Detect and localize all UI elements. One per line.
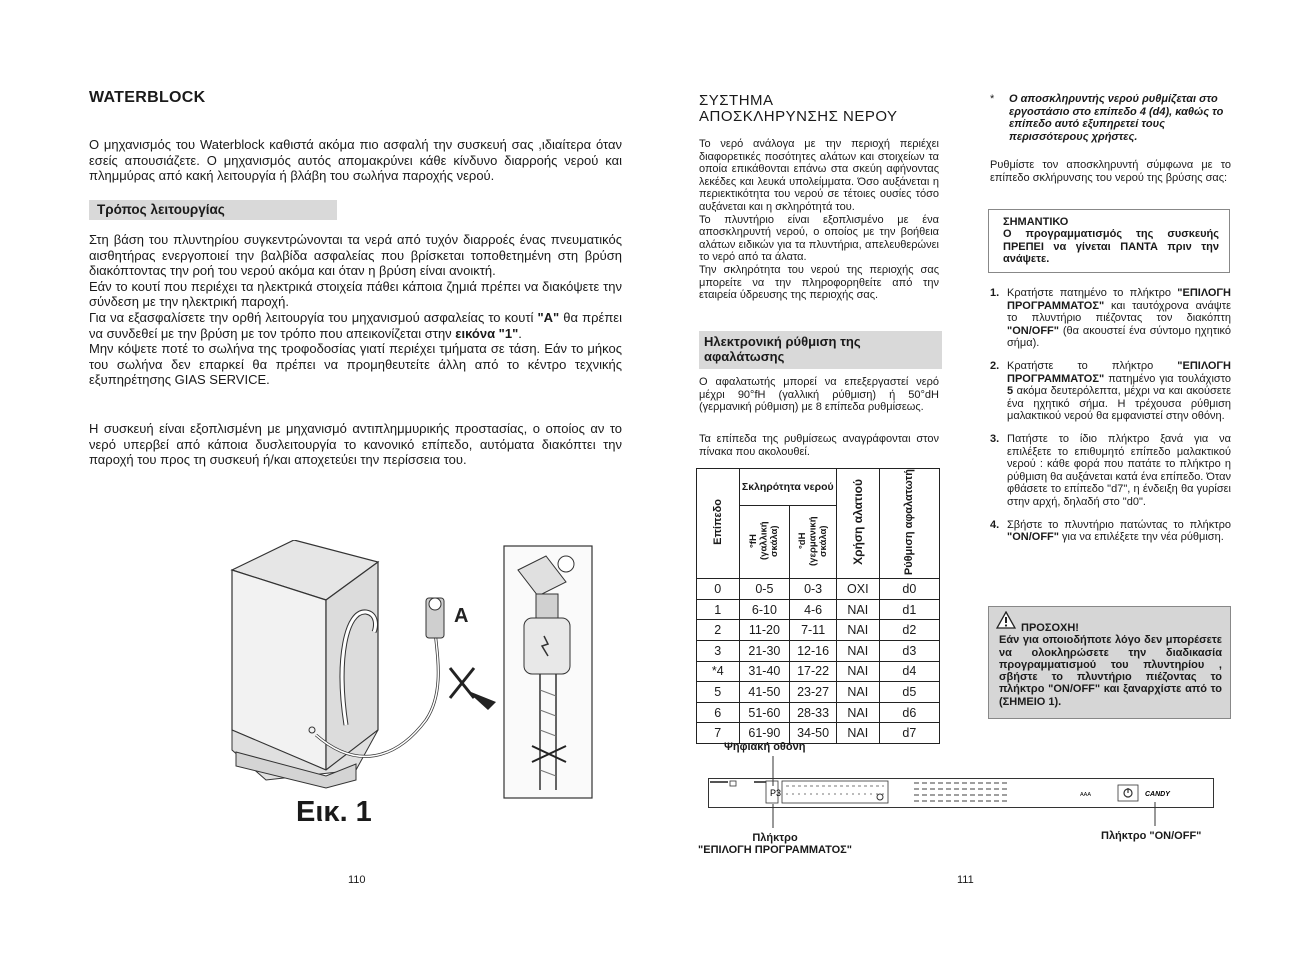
step-3 xyxy=(990,433,1231,509)
cell-level: *4 xyxy=(697,661,740,682)
cell-dh: 4-6 xyxy=(790,599,837,620)
cell-setting: d5 xyxy=(879,682,939,703)
cell-fh: 61-90 xyxy=(739,723,790,744)
waterblock-title: WATERBLOCK xyxy=(89,89,206,106)
step-number: 2. xyxy=(990,359,1000,372)
header-hardness-text: Σκληρότητα νερού xyxy=(741,480,834,493)
step-number: 3. xyxy=(990,432,1000,445)
table-header-level xyxy=(697,469,740,579)
step-text: πατημένο για τουλάχιστο xyxy=(1104,372,1231,385)
table-row xyxy=(697,640,940,661)
step-text: για να επιλέξετε την νέα ρύθμιση. xyxy=(1058,531,1224,544)
warning-title: ΠΡΟΣΟΧΗ! xyxy=(1021,622,1079,634)
cell-dh: 23-27 xyxy=(790,682,837,703)
important-text: Ο προγραμματισμός της συσκευής ΠΡΕΠΕΙ να γίνεται ΠΑΝΤΑ πριν την ανάψετε. xyxy=(1003,228,1219,266)
p3-text-c: θα πρέπει να συνδεθεί με την βρύση με τον τρόπο που απεικονίζεται στην xyxy=(89,309,622,341)
operation-p3 xyxy=(89,310,622,341)
cell-salt: OXI xyxy=(836,579,879,600)
softener-title-line2: ΑΠΟΣΚΛΗΡΥΝΣΗΣ ΝΕΡΟΥ xyxy=(699,108,898,125)
p3-text-a: Για να εξασφαλίσετε την ορθή λειτουργία του μηχανισμού ασφαλείας το κουτί xyxy=(89,309,538,325)
figure-caption: Εικ. 1 xyxy=(296,796,372,828)
step-text: ακόμα δευτερόλεπτα, μέχρι να και ακούσετε ένα ηχητικό σήμα. Η τρέχουσα ρύθμιση μαλακτικού νερού θα εμφανιστεί στην οθόνη. xyxy=(1007,385,1231,423)
cell-fh: 6-10 xyxy=(739,599,790,620)
page-number-left: 110 xyxy=(348,874,366,886)
hardness-table xyxy=(696,468,940,744)
table-row xyxy=(697,579,940,600)
flood-protection-text: Η συσκευή είναι εξοπλισμένη με μηχανισμό αντιπλημμυρικής προστασίας, ο οποίος αν το νερό υπερβεί από κάποια δυσλειτουργία το κανονικό επίπεδο, αυτόματα διακόπτει την παροχή του προς τη συσκευή ή/και αποχετεύει την περίσσεια του. xyxy=(89,421,622,468)
table-header-dh xyxy=(790,506,837,579)
program-key-line2: "ΕΠΙΛΟΓΗ ΠΡΟΓΡΑΜΜΑΤΟΣ" xyxy=(698,844,852,856)
step-key: "ON/OFF" xyxy=(1007,531,1059,544)
onoff-key-label: Πλήκτρο "ON/OFF" xyxy=(1101,830,1202,842)
operation-p2: Εάν το κουτί που περιέχει τα ηλεκτρικά στοιχεία πάθει κάποια ζημιά πρέπει να διακόψετε την σύνδεση με την ηλεκτρική παροχή. xyxy=(89,278,622,310)
waterblock-illustration xyxy=(226,540,626,805)
program-key-line1: Πλήκτρο xyxy=(752,832,798,844)
cell-dh: 0-3 xyxy=(790,579,837,600)
section-title-text: Τρόπος λειτουργίας xyxy=(97,202,225,217)
step-number: 1. xyxy=(990,287,1000,299)
panel-energy-rating: AAA xyxy=(1080,792,1092,798)
cell-setting: d4 xyxy=(879,661,939,682)
cell-level: 2 xyxy=(697,620,740,641)
factory-note-text: Ο αποσκληρυντής νερού ρυθμίζεται στο εργοστάσιο στο επίπεδο 4 (d4), καθώς το επίπεδο αυτό εξυπηρετεί τους περισσότερους χρήστες. xyxy=(1009,93,1224,143)
step-text: (θα ακουστεί ένα σύντομο ηχητικό σήμα). xyxy=(1007,324,1231,350)
cell-level: 0 xyxy=(697,579,740,600)
cell-setting: d3 xyxy=(879,640,939,661)
cell-fh: 0-5 xyxy=(739,579,790,600)
step-1 xyxy=(990,287,1231,350)
cell-level: 3 xyxy=(697,640,740,661)
cell-salt: NAI xyxy=(836,702,879,723)
header-fh-text: °fH (γαλλική σκάλα) xyxy=(748,521,781,560)
softener-text xyxy=(699,138,939,302)
box-label-a: A xyxy=(454,605,469,627)
important-box xyxy=(988,209,1230,273)
cell-dh: 12-16 xyxy=(790,640,837,661)
step-text: και ταυτόχρονα ανάψτε το πλυντήριο πιέζοντας τον διακόπτη xyxy=(1007,299,1231,325)
warning-text: Εάν για οποιοδήποτε λόγο δεν μπορέσετε να ολοκληρώσετε την διαδικασία προγραμματισμού του πλυντηρίου , σβήστε το πλυντήριο πιέζοντας το πλήκτρο "ON/OFF" και ξαναρχίστε από το (ΣΗΜΕΙΟ 1). xyxy=(999,634,1222,708)
p3-box-ref: "A" xyxy=(537,309,560,325)
cell-salt: NAI xyxy=(836,682,879,703)
softener-capacity-text: Ο αφαλατωτής μπορεί να επεξεργαστεί νερό μέχρι 90°fH (γαλλική ρύθμιση) ή 50°dH (γερμανική ρύθμιση) με 8 επίπεδα ρυθμίσεως. xyxy=(699,376,939,414)
cell-salt: NAI xyxy=(836,661,879,682)
cell-dh: 28-33 xyxy=(790,702,837,723)
warning-icon xyxy=(996,611,1016,629)
table-row xyxy=(697,682,940,703)
step-2 xyxy=(990,360,1231,423)
program-key-label xyxy=(680,832,870,856)
cell-fh: 31-40 xyxy=(739,661,790,682)
note-star: * xyxy=(990,93,995,105)
cell-setting: d7 xyxy=(879,723,939,744)
step-number: 4. xyxy=(990,518,1000,531)
cell-salt: NAI xyxy=(836,620,879,641)
softener-title-line1: ΣΥΣΤΗΜΑ xyxy=(699,92,774,109)
step-text: Κρατήστε πατημένο το πλήκτρο xyxy=(1007,287,1178,299)
cell-fh: 11-20 xyxy=(739,620,790,641)
section-title-operation xyxy=(89,200,337,220)
panel-brand-logo: CANDY xyxy=(1145,791,1170,798)
page-number-right: 111 xyxy=(957,874,974,886)
step-text: Κρατήστε το πλήκτρο xyxy=(1007,359,1178,372)
step-key: 5 xyxy=(1007,385,1014,398)
header-setting-text: Ρύθμιση αφαλατωτή xyxy=(903,469,916,576)
header-salt-text: Χρήση αλατιού xyxy=(850,479,865,566)
cell-setting: d6 xyxy=(879,702,939,723)
cell-salt: NAI xyxy=(836,640,879,661)
cell-setting: d0 xyxy=(879,579,939,600)
important-title: ΣΗΜΑΝΤΙΚΟ xyxy=(1003,216,1069,228)
cell-fh: 41-50 xyxy=(739,682,790,703)
table-row xyxy=(697,661,940,682)
cell-setting: d1 xyxy=(879,599,939,620)
waterblock-intro: Ο μηχανισμός του Waterblock καθιστά ακόμα πιο ασφαλή την συσκευή σας ,ιδιαίτερα όταν εσείς απουσιάζετε. Ο μηχανισμός αυτός απομακρύνει κάθε κίνδυνο διαρροής νερού και πλημμύρας από κακή λειτουργία ή βλάβη του σωλήνα παροχής νερού. xyxy=(89,137,622,184)
table-intro-text: Τα επίπεδα της ρυθμίσεως αναγράφονται στον πίνακα που ακολουθεί. xyxy=(699,433,939,458)
cell-level: 1 xyxy=(697,599,740,620)
step-key: "ΕΠΙΛΟΓΗ ΠΡΟΓΡΑΜΜΑΤΟΣ" xyxy=(1007,287,1231,312)
panel-display-readout: P3 xyxy=(770,788,782,798)
step-4 xyxy=(990,519,1231,544)
cell-setting: d2 xyxy=(879,620,939,641)
cell-dh: 17-22 xyxy=(790,661,837,682)
step-key: "ON/OFF" xyxy=(1007,324,1059,337)
table-header-hardness xyxy=(739,469,836,506)
cell-dh: 34-50 xyxy=(790,723,837,744)
table-header-salt xyxy=(836,469,879,579)
cell-dh: 7-11 xyxy=(790,620,837,641)
operation-text xyxy=(89,232,622,388)
table-header-fh xyxy=(739,506,790,579)
table-row xyxy=(697,702,940,723)
table-row xyxy=(697,599,940,620)
softener-p3: Την σκληρότητα του νερού της περιοχής σας μπορείτε να την πληροφορηθείτε από την εταιρεία ύδρευσης της περιοχής σας. xyxy=(699,263,939,302)
warning-box xyxy=(988,606,1231,719)
table-header-setting xyxy=(879,469,939,579)
operation-p1: Στη βάση του πλυντηρίου συγκεντρώνονται τα νερά από τυχόν διαρροές ένας πνευματικός αισθητήρας ενεργοποιεί την βαλβίδα ασφαλείας που βρίσκεται τοποθετημένη στη βρύση διακόπτοντας την ροή του νερού ακόμα και όταν η βρύση είναι ανοικτή. xyxy=(89,232,622,279)
cell-salt: NAI xyxy=(836,723,879,744)
p3-text-e: . xyxy=(518,325,522,341)
setting-steps xyxy=(990,287,1231,554)
softener-title xyxy=(699,93,898,125)
cell-fh: 51-60 xyxy=(739,702,790,723)
digital-display-label: Ψηφιακή οθόνη xyxy=(724,741,806,753)
cell-fh: 21-30 xyxy=(739,640,790,661)
adjust-softener-text: Ρυθμίστε τον αποσκληρυντή σύμφωνα με το επίπεδο σκλήρυνσης του νερού της βρύσης σας: xyxy=(990,159,1231,184)
electronic-setting-band xyxy=(699,331,942,369)
table-row xyxy=(697,620,940,641)
cell-salt: NAI xyxy=(836,599,879,620)
control-panel-illustration xyxy=(708,778,1214,808)
step-key: "ΕΠΙΛΟΓΗ ΠΡΟΓΡΑΜΜΑΤΟΣ" xyxy=(1007,359,1231,385)
cell-level: 5 xyxy=(697,682,740,703)
cell-level: 6 xyxy=(697,702,740,723)
softener-p2: Το πλυντήριο είναι εξοπλισμένο με ένα αποσκληρυντή νερού, ο οποίος με την βοήθεια αλάτων ειδικών για τα πλυντήρια, απελευθερώνει το νερό από τα άλατα. xyxy=(699,213,939,264)
cell-level: 7 xyxy=(697,723,740,744)
header-dh-text: °dH (γερμανική σκάλα) xyxy=(797,515,830,566)
step-text: Σβήστε το πλυντήριο πατώντας το πλήκτρο xyxy=(1007,518,1231,531)
operation-p4: Μην κόψετε ποτέ το σωλήνα της τροφοδοσίας γιατί περιέχει τμήματα σε τάση. Εάν το μήκος του σωλήνα δεν επαρκεί θα πρέπει να προμηθευτείτε άλλη από το κέντρο τεχνικής εξυπηρέτησης GIAS SERVICE. xyxy=(89,341,622,388)
step-text: Πατήστε το ίδιο πλήκτρο ξανά για να επιλέξετε το επιθυμητό επίπεδο μαλακτικού νερού : κάθε φορά που πατάτε το πλήκτρο η ρύθμιση θα αυξάνεται κατά ένα επίπεδο. Όταν φθάσετε το επίπεδο "d7", η ένδειξη θα γυρίσει στην αρχή, δηλαδή στο "d0". xyxy=(1007,432,1231,508)
softener-p1: Το νερό ανάλογα με την περιοχή περιέχει διαφορετικές ποσότητες αλάτων και στοιχείων τα οποία επικάθονται επάνω στα σκεύη αφήνοντας λεκέδες και λευκά υπολείμματα. Όσο αυξάνεται η περιεκτικότητα του νερού σε τέτοιες ουσίες τόσο αυξάνεται και η σκληρότητά του. xyxy=(699,138,939,213)
p3-figure-ref: εικόνα "1" xyxy=(455,325,519,341)
header-level-text: Επίπεδο xyxy=(711,499,724,545)
band-title-text: Ηλεκτρονική ρύθμιση της αφαλάτωσης xyxy=(704,334,861,364)
